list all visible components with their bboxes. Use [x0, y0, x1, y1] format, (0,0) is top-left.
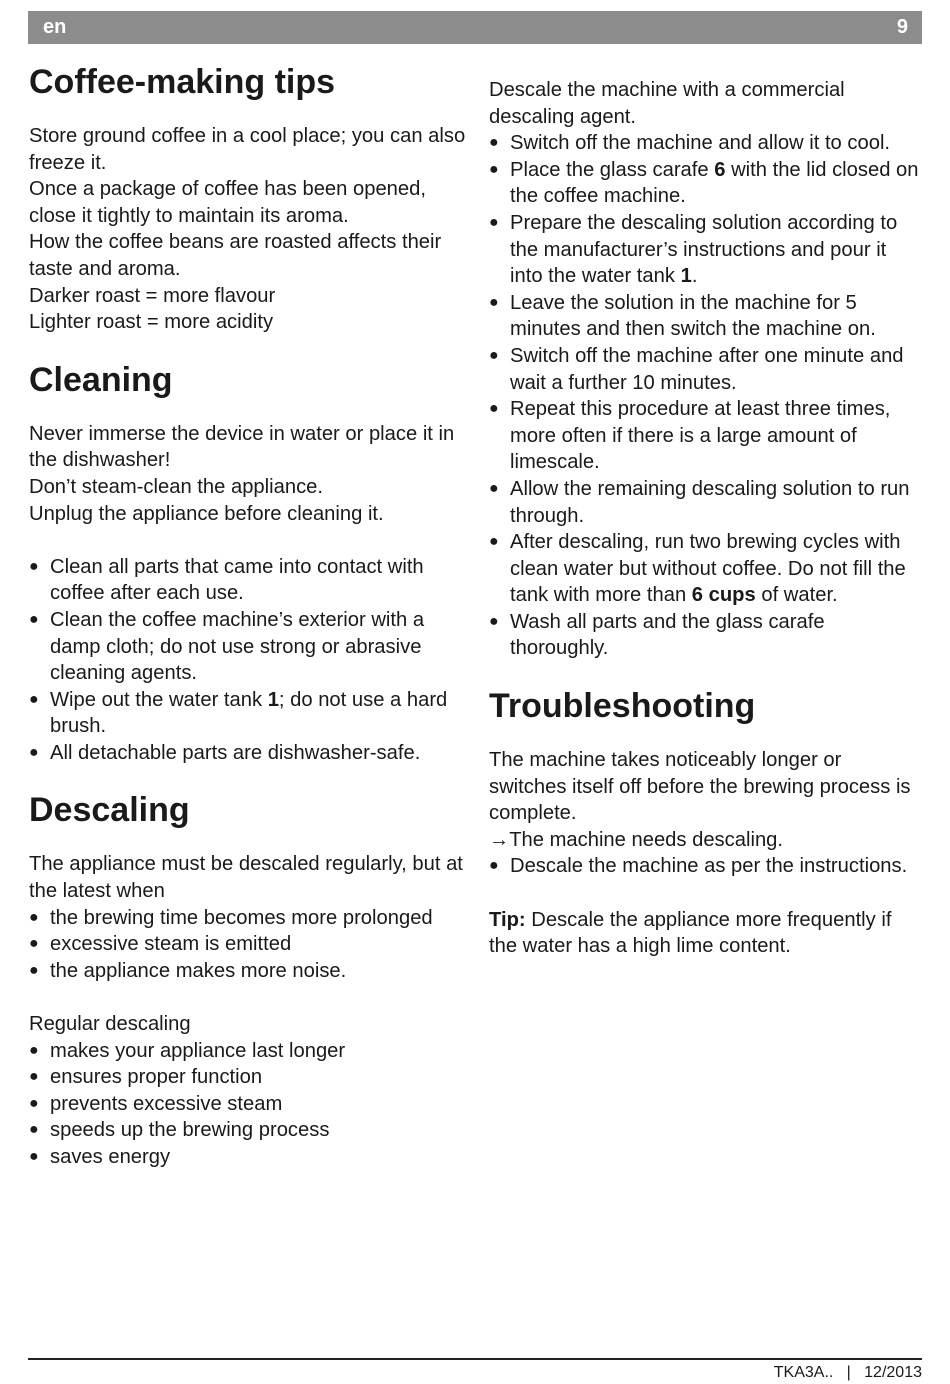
- troubleshooting-list: [489, 853, 922, 880]
- list-item: ● Repeat this procedure at least three times, more often if there is a large amount of limescale.: [489, 396, 922, 476]
- list-item: ● Prepare the descaling solution according to the manufacturer’s instructions and pour it into the water tank 1.: [489, 210, 922, 290]
- list-item: ● Allow the remaining descaling solution to run through.: [489, 476, 922, 529]
- list-item: ● Clean all parts that came into contact with coffee after each use.: [29, 554, 469, 607]
- tips-line: Darker roast = more flavour: [29, 284, 276, 307]
- list-item: ● ensures proper function: [29, 1064, 469, 1091]
- list-item: ● Switch off the machine and allow it to cool.: [489, 130, 922, 157]
- list-item: ● After descaling, run two brewing cycles with clean water but without coffee. Do not fill the tank with more than 6 cups of water.: [489, 529, 922, 609]
- troubleshooting-body: [489, 747, 922, 960]
- tips-line: How the coffee beans are roasted affects their taste and aroma.: [29, 231, 442, 280]
- tip-label: Tip:: [489, 908, 526, 931]
- list-item: ● the brewing time becomes more prolonged: [29, 905, 469, 932]
- tips-line: Lighter roast = more acidity: [29, 311, 274, 334]
- cleaning-line: Don’t steam-clean the appliance.: [29, 475, 324, 498]
- list-item: ● Switch off the machine after one minute and wait a further 10 minutes.: [489, 343, 922, 396]
- page-header: [28, 11, 922, 44]
- troubleshooting-cause: →The machine needs descaling.: [489, 828, 784, 851]
- list-item: ● Descale the machine as per the instructions.: [489, 853, 922, 880]
- footer-divider: [28, 1358, 922, 1360]
- descaling-intro: The appliance must be descaled regularly, but at the latest when: [29, 853, 463, 903]
- descaling-steps: [489, 77, 922, 662]
- list-item: ● Wipe out the water tank 1; do not use a hard brush.: [29, 687, 469, 740]
- left-column: [29, 62, 469, 1171]
- tip-paragraph: [489, 907, 922, 960]
- section-title-descaling: Descaling: [29, 791, 190, 830]
- cleaning-list: [29, 554, 469, 767]
- list-item: ● the appliance makes more noise.: [29, 958, 469, 985]
- list-item: ● prevents excessive steam: [29, 1091, 469, 1118]
- right-column: [489, 77, 922, 960]
- cleaning-line: Unplug the appliance before cleaning it.: [29, 502, 384, 525]
- regular-descaling-label: Regular descaling: [29, 1013, 191, 1036]
- footer-text: TKA3A.. | 12/2013: [773, 1364, 922, 1381]
- list-item: ● Leave the solution in the machine for 5 minutes and then switch the machine on.: [489, 290, 922, 343]
- descaling-body: [29, 851, 469, 1170]
- tips-line: Once a package of coffee has been opened, close it tightly to maintain its aroma.: [29, 178, 426, 227]
- descaling-commercial: Descale the machine with a commercial descaling agent.: [489, 79, 845, 128]
- troubleshooting-problem: The machine takes noticeably longer or switches itself off before the brewing process is complete.: [489, 749, 911, 825]
- list-item: ● speeds up the brewing process: [29, 1117, 469, 1144]
- list-item: ● All detachable parts are dishwasher-safe.: [29, 740, 469, 767]
- list-item: ● saves energy: [29, 1144, 469, 1171]
- cleaning-line: Never immerse the device in water or place it in the dishwasher!: [29, 422, 455, 472]
- regular-descaling-list: [29, 1038, 469, 1171]
- cleaning-body: [29, 421, 469, 767]
- section-title-cleaning: Cleaning: [29, 360, 173, 399]
- tips-body: [29, 123, 469, 336]
- descaling-when-list: [29, 905, 469, 985]
- list-item: ● Wash all parts and the glass carafe thoroughly.: [489, 609, 922, 662]
- tips-line: Store ground coffee in a cool place; you can also freeze it.: [29, 125, 466, 174]
- language-code: en: [43, 16, 67, 38]
- section-title-troubleshooting: Troubleshooting: [489, 687, 756, 726]
- section-title-tips: Coffee-making tips: [29, 63, 336, 101]
- list-item: ● excessive steam is emitted: [29, 931, 469, 958]
- list-item: ● Place the glass carafe 6 with the lid closed on the coffee machine.: [489, 157, 922, 210]
- tip-text: Descale the appliance more frequently if the water has a high lime content.: [489, 908, 892, 958]
- descaling-steps-list: [489, 130, 922, 662]
- list-item: ● makes your appliance last longer: [29, 1038, 469, 1065]
- list-item: ● Clean the coffee machine’s exterior with a damp cloth; do not use strong or abrasive cleaning agents.: [29, 607, 469, 687]
- page-number: 9: [896, 16, 908, 38]
